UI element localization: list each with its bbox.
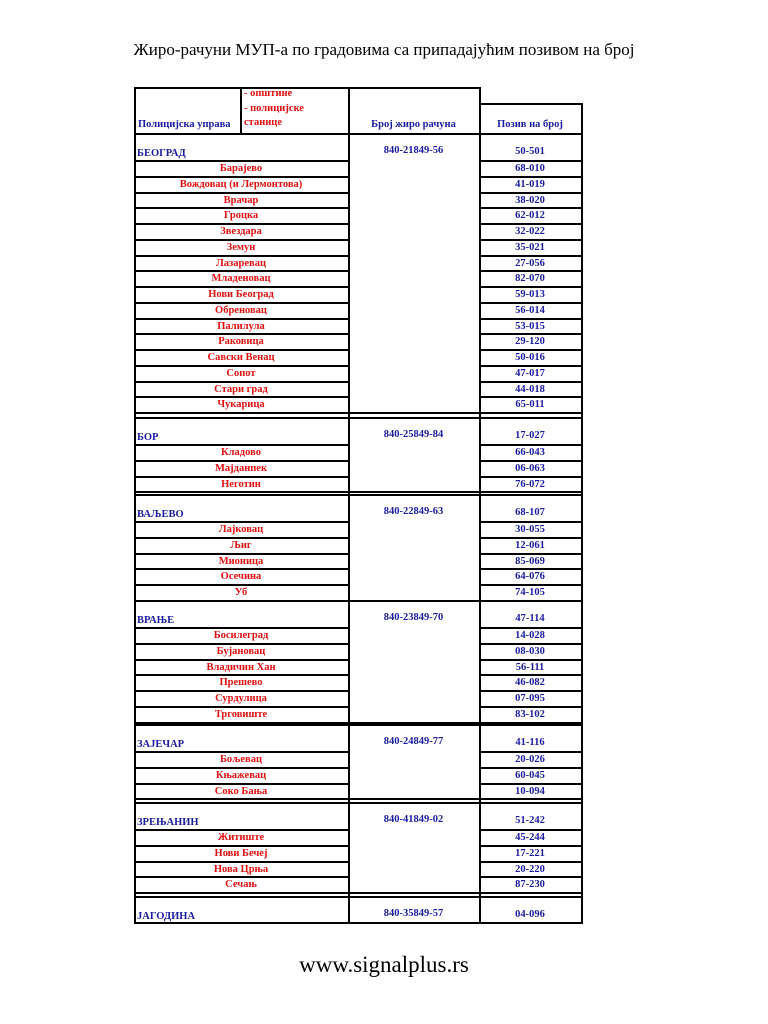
group-code: 41-116 bbox=[515, 737, 545, 748]
station-name: Звездара bbox=[220, 226, 262, 237]
station-code: 30-055 bbox=[515, 524, 545, 535]
group-account: 840-22849-63 bbox=[383, 506, 444, 517]
station-name: Нови Бечеј bbox=[214, 847, 268, 859]
group-name: ВАЉЕВО bbox=[137, 509, 184, 520]
station-code: 68-010 bbox=[515, 163, 545, 174]
group-name: ЗРЕЊАНИН bbox=[137, 817, 199, 828]
group-bottom-line bbox=[134, 491, 583, 493]
group-code: 68-107 bbox=[515, 507, 545, 518]
station-code: 20-220 bbox=[515, 863, 545, 875]
station-name: Стари град bbox=[214, 383, 268, 395]
station-code: 27-056 bbox=[515, 257, 545, 269]
group-account: 840-21849-56 bbox=[383, 145, 444, 156]
station-code: 07-095 bbox=[515, 693, 545, 704]
station-code: 32-022 bbox=[515, 226, 545, 237]
station-name: Савски Венац bbox=[207, 352, 275, 363]
group-top-line bbox=[134, 133, 583, 135]
station-code: 56-111 bbox=[515, 661, 545, 673]
header-top-line bbox=[479, 103, 583, 105]
group-account: 840-23849-70 bbox=[383, 612, 444, 623]
group-top-line bbox=[134, 494, 583, 496]
header-police-admin: Полицијска управа bbox=[138, 119, 231, 130]
station-name: Обреновац bbox=[215, 304, 267, 316]
station-code: 46-082 bbox=[515, 677, 545, 689]
station-name: Књажевац bbox=[215, 769, 267, 781]
group-top-line bbox=[134, 600, 583, 602]
station-name: Владичин Хан bbox=[206, 661, 276, 673]
station-name: Мионица bbox=[218, 555, 264, 567]
station-name: Земун bbox=[226, 241, 256, 253]
station-name: Неготин bbox=[221, 478, 261, 490]
group-top-line bbox=[134, 724, 583, 726]
station-code: 44-018 bbox=[515, 383, 545, 395]
station-code: 87-230 bbox=[515, 879, 545, 891]
station-name: Раковица bbox=[218, 336, 264, 348]
station-name: Барајево bbox=[219, 163, 263, 174]
station-name: Нова Црња bbox=[213, 863, 269, 875]
station-name: Мајданпек bbox=[214, 462, 268, 474]
station-code: 50-016 bbox=[515, 352, 545, 363]
station-name: Бујановац bbox=[216, 645, 266, 657]
station-code: 17-221 bbox=[515, 847, 545, 859]
station-name: Сечањ bbox=[225, 879, 257, 891]
station-code: 76-072 bbox=[515, 478, 545, 490]
station-code: 66-043 bbox=[515, 447, 545, 458]
group-bottom-line bbox=[134, 922, 583, 924]
group-name: БОР bbox=[137, 432, 159, 443]
group-top-line bbox=[134, 802, 583, 804]
station-code: 83-102 bbox=[515, 708, 545, 720]
station-code: 53-015 bbox=[515, 320, 545, 332]
station-name: Љиг bbox=[230, 539, 252, 551]
station-name: Лајковац bbox=[218, 524, 264, 535]
group-name: ЈАГОДИНА bbox=[137, 911, 196, 922]
table-right-border bbox=[581, 103, 583, 924]
header-police-stations-2: станице bbox=[244, 117, 283, 128]
station-code: 85-069 bbox=[515, 555, 545, 567]
header-municipalities: - општине bbox=[244, 88, 293, 99]
station-name: Сурдулица bbox=[215, 693, 267, 704]
station-code: 08-030 bbox=[515, 645, 545, 657]
header-account: Број жиро рачуна bbox=[371, 119, 456, 130]
station-code: 10-094 bbox=[515, 785, 545, 797]
station-code: 06-063 bbox=[515, 462, 545, 474]
station-code: 74-105 bbox=[515, 587, 545, 598]
station-name: Нови Београд bbox=[208, 289, 274, 300]
station-name: Трговиште bbox=[214, 708, 268, 720]
station-code: 56-014 bbox=[515, 304, 545, 316]
station-code: 38-020 bbox=[515, 194, 545, 206]
group-account: 840-41849-02 bbox=[383, 814, 444, 825]
station-name: Кладово bbox=[221, 447, 261, 458]
station-code: 60-045 bbox=[515, 769, 545, 781]
station-name: Житиште bbox=[217, 832, 265, 843]
station-code: 29-120 bbox=[515, 336, 545, 348]
station-name: Прешево bbox=[219, 677, 263, 689]
station-code: 47-017 bbox=[515, 367, 545, 379]
station-code: 14-028 bbox=[515, 630, 545, 641]
station-code: 35-021 bbox=[515, 241, 545, 253]
station-name: Босилеград bbox=[213, 630, 269, 641]
group-account: 840-35849-57 bbox=[383, 908, 444, 919]
group-name: ЗАЈЕЧАР bbox=[137, 739, 185, 750]
station-name: Младеновац bbox=[211, 273, 271, 285]
station-code: 41-019 bbox=[515, 178, 545, 190]
header-police-stations: - полицијске bbox=[244, 103, 304, 114]
group-code: 04-096 bbox=[515, 909, 545, 920]
station-name: Сопот bbox=[226, 367, 256, 379]
station-name: Лазаревац bbox=[215, 257, 266, 269]
group-code: 47-114 bbox=[515, 613, 545, 624]
station-code: 45-244 bbox=[515, 832, 545, 843]
station-name: Соко Бања bbox=[214, 785, 268, 797]
header-poziv: Позив на број bbox=[497, 119, 563, 130]
group-code: 50-501 bbox=[515, 146, 545, 157]
group-bottom-line bbox=[134, 892, 583, 894]
group-name: БЕОГРАД bbox=[137, 148, 186, 159]
station-code: 82-070 bbox=[515, 273, 545, 285]
group-code: 51-242 bbox=[515, 815, 545, 826]
group-name: ВРАЊЕ bbox=[137, 615, 175, 626]
group-top-line bbox=[134, 417, 583, 419]
station-name: Уб bbox=[234, 587, 248, 598]
station-code: 12-061 bbox=[515, 539, 545, 551]
station-name: Вождовац (и Лермонтова) bbox=[179, 178, 303, 190]
station-name: Осечина bbox=[220, 571, 262, 583]
station-name: Палилула bbox=[217, 320, 265, 332]
station-code: 20-026 bbox=[515, 754, 545, 765]
group-account: 840-24849-77 bbox=[383, 736, 444, 747]
station-name: Врачар bbox=[223, 194, 259, 206]
group-bottom-line bbox=[134, 412, 583, 414]
station-code: 65-011 bbox=[515, 399, 545, 411]
station-name: Чукарица bbox=[217, 399, 265, 411]
station-name: Гроцка bbox=[223, 210, 259, 222]
page-title: Жиро-рачуни МУП-а по градовима са припадајућим позивом на број bbox=[133, 40, 635, 59]
station-code: 64-076 bbox=[515, 571, 545, 583]
group-top-line bbox=[134, 896, 583, 898]
station-name: Бољевац bbox=[219, 754, 262, 765]
group-bottom-line bbox=[134, 798, 583, 800]
station-code: 62-012 bbox=[515, 210, 545, 222]
footer-url: www.signalplus.rs bbox=[299, 952, 469, 977]
group-account: 840-25849-84 bbox=[383, 429, 444, 440]
station-code: 59-013 bbox=[515, 289, 545, 300]
group-code: 17-027 bbox=[515, 430, 545, 441]
